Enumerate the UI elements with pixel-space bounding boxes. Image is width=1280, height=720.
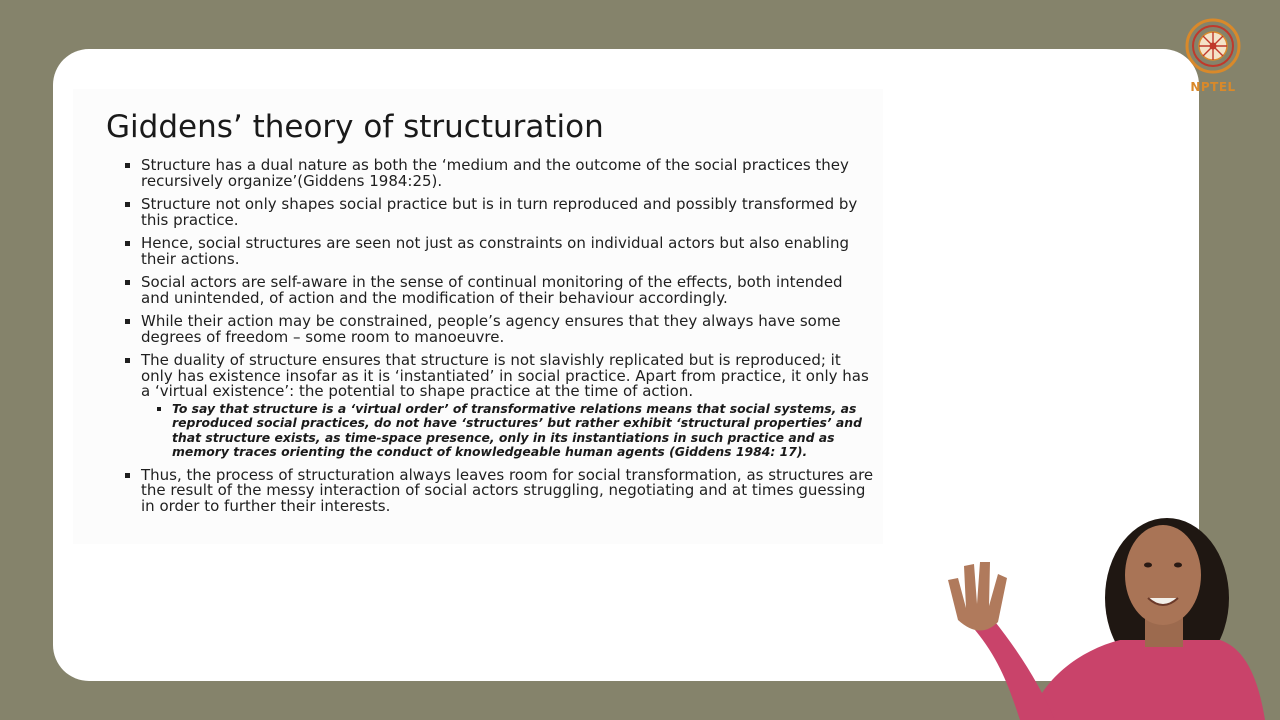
presenter-video-icon: [880, 500, 1280, 720]
bullet-item: [123, 314, 875, 345]
bullet-text: While their action may be constrained, people’s agency ensures that they always have some degrees of freedom – some room to manoeuvre.: [141, 312, 841, 346]
bullet-text: Hence, social structures are seen not just as constraints on individual actors but also enabling their actions.: [141, 234, 850, 268]
bullet-text: Social actors are self-aware in the sense of continual monitoring of the effects, both intended and unintended, of action and the modification of their behaviour accordingly.: [141, 273, 843, 307]
nptel-logo-icon: [1180, 14, 1246, 80]
bullet-item: [123, 353, 875, 460]
sub-bullet-quote: To say that structure is a ‘virtual order’ of transformative relations means that social systems, as reproduced social practices, do not have ‘structures’ but rather exhibit ‘structural properties’ and that structure exists, as time-space presence, only in its instantiations in such practice and as memory traces orienting the conduct of knowledgeable human agents (Giddens 1984: 17).: [155, 402, 875, 460]
nptel-logo: [1180, 14, 1246, 98]
nptel-logo-text: NPTEL: [1190, 80, 1236, 94]
bullet-text: The duality of structure ensures that structure is not slavishly replicated but is reproduced; it only has existence insofar as it is ‘instantiated’ in social practice. Apart from practice, it only has a ‘virtual existence’: the potential to shape practice at the time of action.: [141, 351, 869, 400]
bullet-text: Thus, the process of structuration always leaves room for social transformation, as structures are the result of the messy interaction of social actors struggling, negotiating and at times guessing in order to further their interests.: [141, 465, 874, 515]
bullet-item: [123, 197, 875, 228]
slide-title: Giddens’ theory of structuration: [106, 109, 604, 145]
bullet-item: [123, 158, 875, 189]
bullet-list: [123, 158, 875, 522]
sub-bullet-list: [155, 402, 875, 460]
bullet-item: [123, 465, 875, 515]
bullet-item: [123, 236, 875, 267]
bullet-item: [123, 275, 875, 306]
bullet-text: Structure not only shapes social practice but is in turn reproduced and possibly transformed by this practice.: [141, 195, 858, 229]
bullet-text: Structure has a dual nature as both the ‘medium and the outcome of the social practices they recursively organize’(Giddens 1984:25).: [141, 156, 849, 190]
